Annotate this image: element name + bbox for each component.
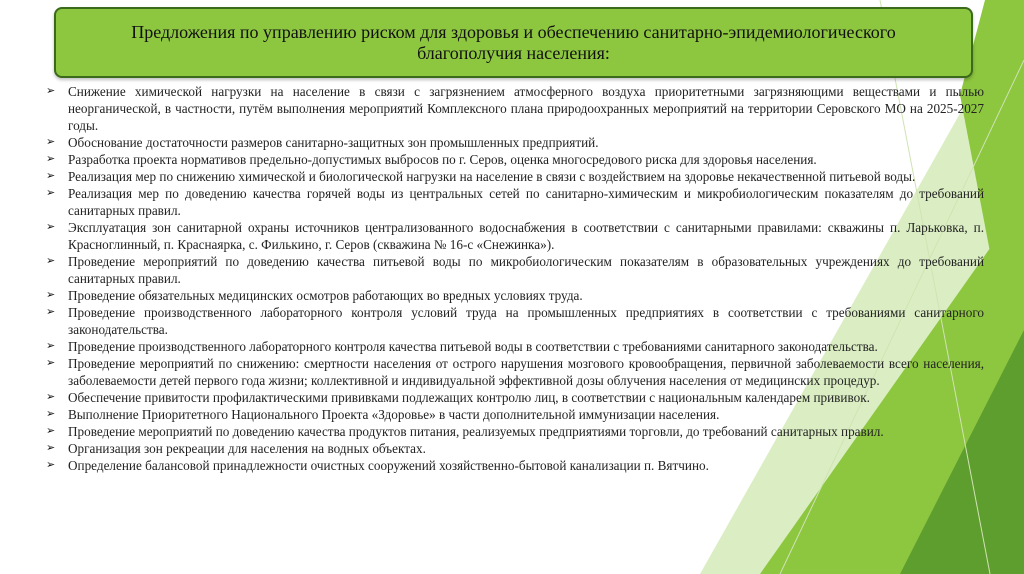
list-item-text: Определение балансовой принадлежности очистных сооружений хозяйственно-бытовой канализации п. Вятчино. xyxy=(68,458,709,473)
list-item xyxy=(46,151,984,168)
list-item xyxy=(46,355,984,389)
list-item xyxy=(46,423,984,440)
arrow-bullet-icon: ➢ xyxy=(46,408,56,420)
list-item-text: Обоснование достаточности размеров санитарно-защитных зон промышленных предприятий. xyxy=(68,135,599,150)
arrow-bullet-icon: ➢ xyxy=(46,459,56,471)
list-item xyxy=(46,185,984,219)
title-line-2: благополучия населения: xyxy=(417,42,610,63)
list-item-text: Эксплуатация зон санитарной охраны источников централизованного водоснабжения в соответствии с санитарными правилами: скважины п. Ларьковка, п. Красноглинный, п. Краснаярка, с. Филькино, г. Серов (скважина № 16-с «Снежинка»). xyxy=(68,220,984,252)
list-item xyxy=(46,134,984,151)
list-item xyxy=(46,168,984,185)
list-item xyxy=(46,253,984,287)
proposal-list xyxy=(46,83,984,474)
list-item xyxy=(46,440,984,457)
arrow-bullet-icon: ➢ xyxy=(46,442,56,454)
list-item-text: Проведение мероприятий по доведению качества питьевой воды по микробиологическим показателям в образовательных учреждениях до требований санитарных правил. xyxy=(68,254,984,286)
arrow-bullet-icon: ➢ xyxy=(46,221,56,233)
list-item xyxy=(46,389,984,406)
list-item-text: Проведение мероприятий по снижению: смертности населения от острого нарушения мозгового кровообращения, первичной заболеваемости всего населения, заболеваемости детей первого года жизни; коллективной и индивидуальной эффективной дозы облучения населения от медицинских процедур. xyxy=(68,356,984,388)
list-item-text: Выполнение Приоритетного Национального Проекта «Здоровье» в части дополнительной иммунизации населения. xyxy=(68,407,720,422)
list-item-text: Реализация мер по снижению химической и биологической нагрузки на население в связи с воздействием на здоровье некачественной питьевой воды. xyxy=(68,169,916,184)
list-item xyxy=(46,338,984,355)
list-item-text: Разработка проекта нормативов предельно-допустимых выбросов по г. Серов, оценка многосредового риска для здоровья населения. xyxy=(68,152,817,167)
list-item-text: Проведение производственного лабораторного контроля качества питьевой воды в соответствии с требованиями санитарного законодательства. xyxy=(68,339,878,354)
title-line-1: Предложения по управлению риском для здоровья и обеспечению санитарно-эпидемиологического xyxy=(131,21,896,42)
arrow-bullet-icon: ➢ xyxy=(46,357,56,369)
arrow-bullet-icon: ➢ xyxy=(46,85,56,97)
list-item xyxy=(46,457,984,474)
list-item xyxy=(46,304,984,338)
list-item-text: Реализация мер по доведению качества горячей воды из центральных сетей по санитарно-химическим и микробиологическим показателям до требований санитарных правил. xyxy=(68,186,984,218)
list-item xyxy=(46,406,984,423)
page-title xyxy=(131,22,895,64)
list-item-text: Проведение производственного лабораторного контроля условий труда на промышленных предприятиях в соответствии с требованиями санитарного законодательства. xyxy=(68,305,984,337)
arrow-bullet-icon: ➢ xyxy=(46,170,56,182)
list-item-text: Проведение обязательных медицинских осмотров работающих во вредных условиях труда. xyxy=(68,288,583,303)
arrow-bullet-icon: ➢ xyxy=(46,425,56,437)
list-item-text: Снижение химической нагрузки на население в связи с загрязнением атмосферного воздуха приоритетными загрязняющими веществами и пылью неорганической, в частности, путём выполнения мероприятий Комплексного плана природоохранных мероприятий на территории Серовского МО на 2025-2027 годы. xyxy=(68,84,984,133)
arrow-bullet-icon: ➢ xyxy=(46,136,56,148)
title-box xyxy=(54,7,973,78)
arrow-bullet-icon: ➢ xyxy=(46,255,56,267)
arrow-bullet-icon: ➢ xyxy=(46,340,56,352)
list-item-text: Организация зон рекреации для населения на водных объектах. xyxy=(68,441,426,456)
arrow-bullet-icon: ➢ xyxy=(46,306,56,318)
list-item xyxy=(46,83,984,134)
list-item-text: Проведение мероприятий по доведению качества продуктов питания, реализуемых предприятиями торговли, до требований санитарных правил. xyxy=(68,424,884,439)
list-item xyxy=(46,219,984,253)
arrow-bullet-icon: ➢ xyxy=(46,289,56,301)
arrow-bullet-icon: ➢ xyxy=(46,391,56,403)
arrow-bullet-icon: ➢ xyxy=(46,153,56,165)
list-item xyxy=(46,287,984,304)
list-item-text: Обеспечение привитости профилактическими прививками подлежащих контролю лиц, в соответствии с национальным календарем прививок. xyxy=(68,390,870,405)
arrow-bullet-icon: ➢ xyxy=(46,187,56,199)
